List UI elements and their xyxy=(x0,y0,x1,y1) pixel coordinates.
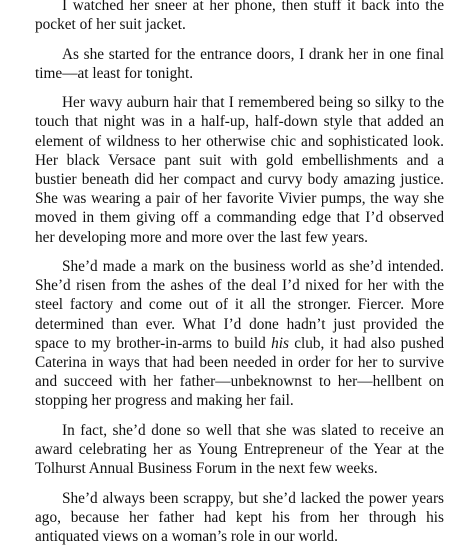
paragraph-text: I watched her sneer at her phone, then stuff it back into the pocket of her suit jacket. xyxy=(35,0,444,34)
paragraph-4 xyxy=(35,257,444,411)
paragraph-text: She’d always been scrappy, but she’d lacked the power years ago, because her father had kept his from her through his antiquated views on a woman’s role in our world. xyxy=(35,489,444,546)
paragraph-text: She’d made a mark on the business world as she’d intended. She’d risen from the ashes of the deal I’d nixed for her with the steel factory and come out of it all the stronger. Fiercer. More determined than ever. What I’d done hadn’t just provided the space to my brother-in-arms to build xyxy=(35,258,444,352)
paragraph-text: club, it had also pushed Caterina in ways that had been needed in order for her to survive and succeed with her father—unbeknownst to her—hellbent on stopping her progress and making her fail. xyxy=(35,334,444,410)
paragraph-text: Her wavy auburn hair that I remembered being so silky to the touch that night was in a half-up, half-down style that added an element of wildness to her otherwise chic and sophisticated look. Her black Versace pant suit with gold embellishments and a bustier beneath did her compact and curvy body amazing justice. She was wearing a pair of her favorite Vivier pumps, the way she moved in them giving off a commanding edge that I’d observed her developing more and more over the last few years. xyxy=(35,94,444,246)
italic-emphasis: his xyxy=(271,334,289,352)
paragraph-1 xyxy=(35,0,444,34)
paragraph-5 xyxy=(35,421,444,479)
paragraph-6 xyxy=(35,489,444,547)
paragraph-text: In fact, she’d done so well that she was slated to receive an award celebrating her as Young Entrepreneur of the Year at the Tolhurst Annual Business Forum in the next few weeks. xyxy=(35,421,444,478)
paragraph-2 xyxy=(35,45,444,83)
paragraph-3 xyxy=(35,93,444,247)
paragraph-text: As she started for the entrance doors, I drank her in one final time—at least for tonight. xyxy=(35,45,444,82)
